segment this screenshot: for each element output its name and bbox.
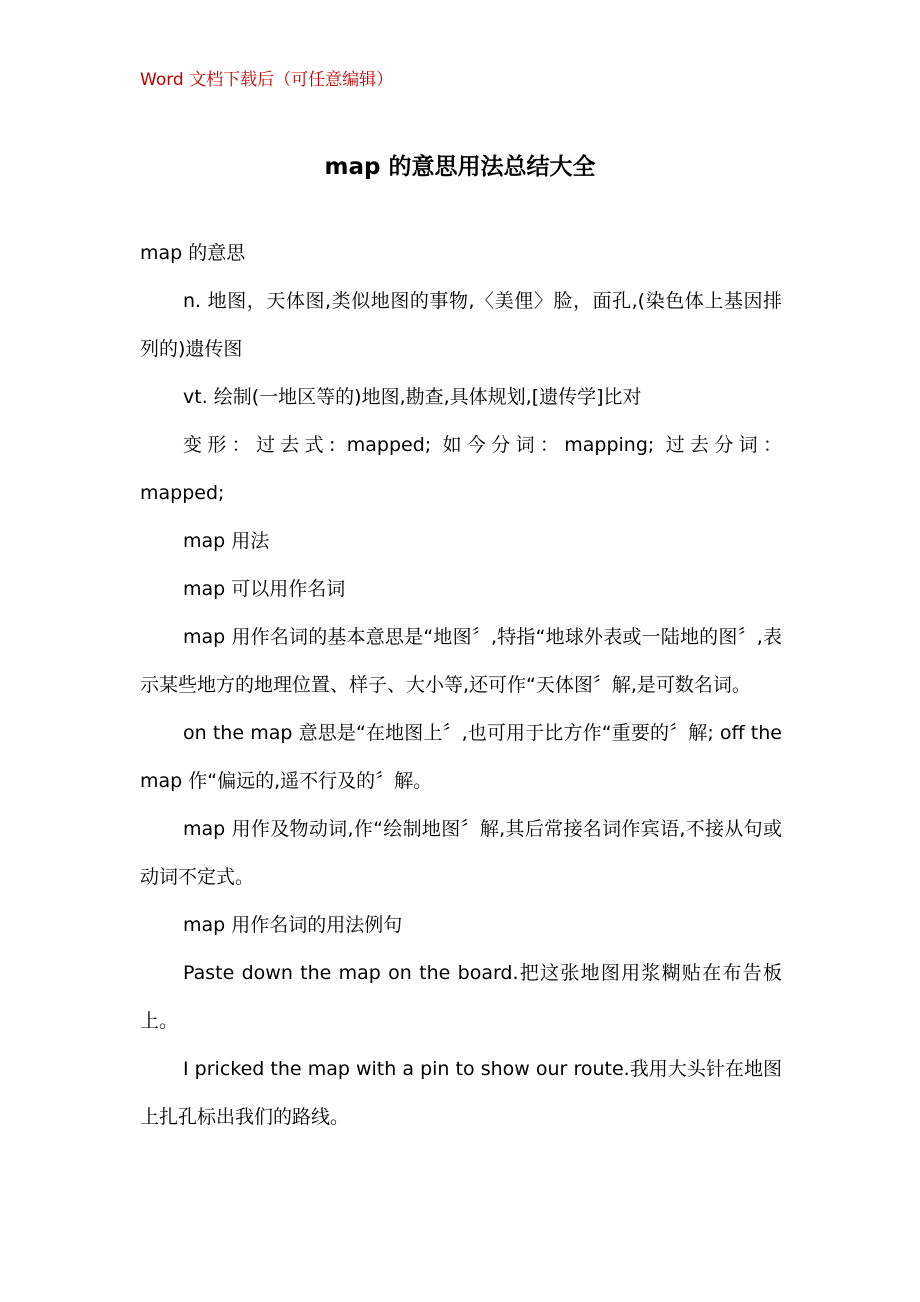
paragraph-verb-usage: map 用作及物动词,作“绘制地图〞解,其后常接名词作宾语,不接从句或动词不定式。 <box>140 818 782 888</box>
paragraph-example-1: Paste down the map on the board.把这张地图用浆糊贴在布告板上。 <box>140 962 782 1032</box>
paragraph-verb-definition: vt. 绘制(一地区等的)地图,勘查,具体规划,[遗传学]比对 <box>183 386 642 408</box>
paragraph-on-the-map: on the map 意思是“在地图上〞,也可用于比方作“重要的〞解; off the map 作“偏远的,遥不行及的〞解。 <box>140 722 782 792</box>
paragraph-noun-usage: map 用作名词的基本意思是“地图〞,特指“地球外表或一陆地的图〞,表示某些地方的地理位置、样子、大小等,还可作“天体图〞解,是可数名词。 <box>140 626 782 696</box>
paragraph-inflections: 变形：过去式: mapped; 如今分词：mapping; 过去分词： <box>183 434 782 456</box>
paragraph-usage-heading: map 用法 <box>183 530 270 552</box>
paragraph-noun-usage-heading: map 可以用作名词 <box>183 578 346 600</box>
paragraph-meaning-heading: map 的意思 <box>140 242 246 264</box>
paragraph-example-2: I pricked the map with a pin to show our route.我用大头针在地图上扎孔标出我们的路线。 <box>140 1058 782 1128</box>
paragraph-examples-heading: map 用作名词的用法例句 <box>183 914 403 936</box>
document-title: map 的意思用法总结大全 <box>324 154 596 180</box>
paragraph-inflections-continued: mapped; <box>140 482 225 504</box>
header-note: Word 文档下载后（可任意编辑） <box>140 70 394 90</box>
paragraph-noun-definition: n. 地图，天体图,类似地图的事物,〈美俚〉脸，面孔,(染色体上基因排列的)遗传图 <box>140 290 782 360</box>
document-body <box>140 229 782 1141</box>
